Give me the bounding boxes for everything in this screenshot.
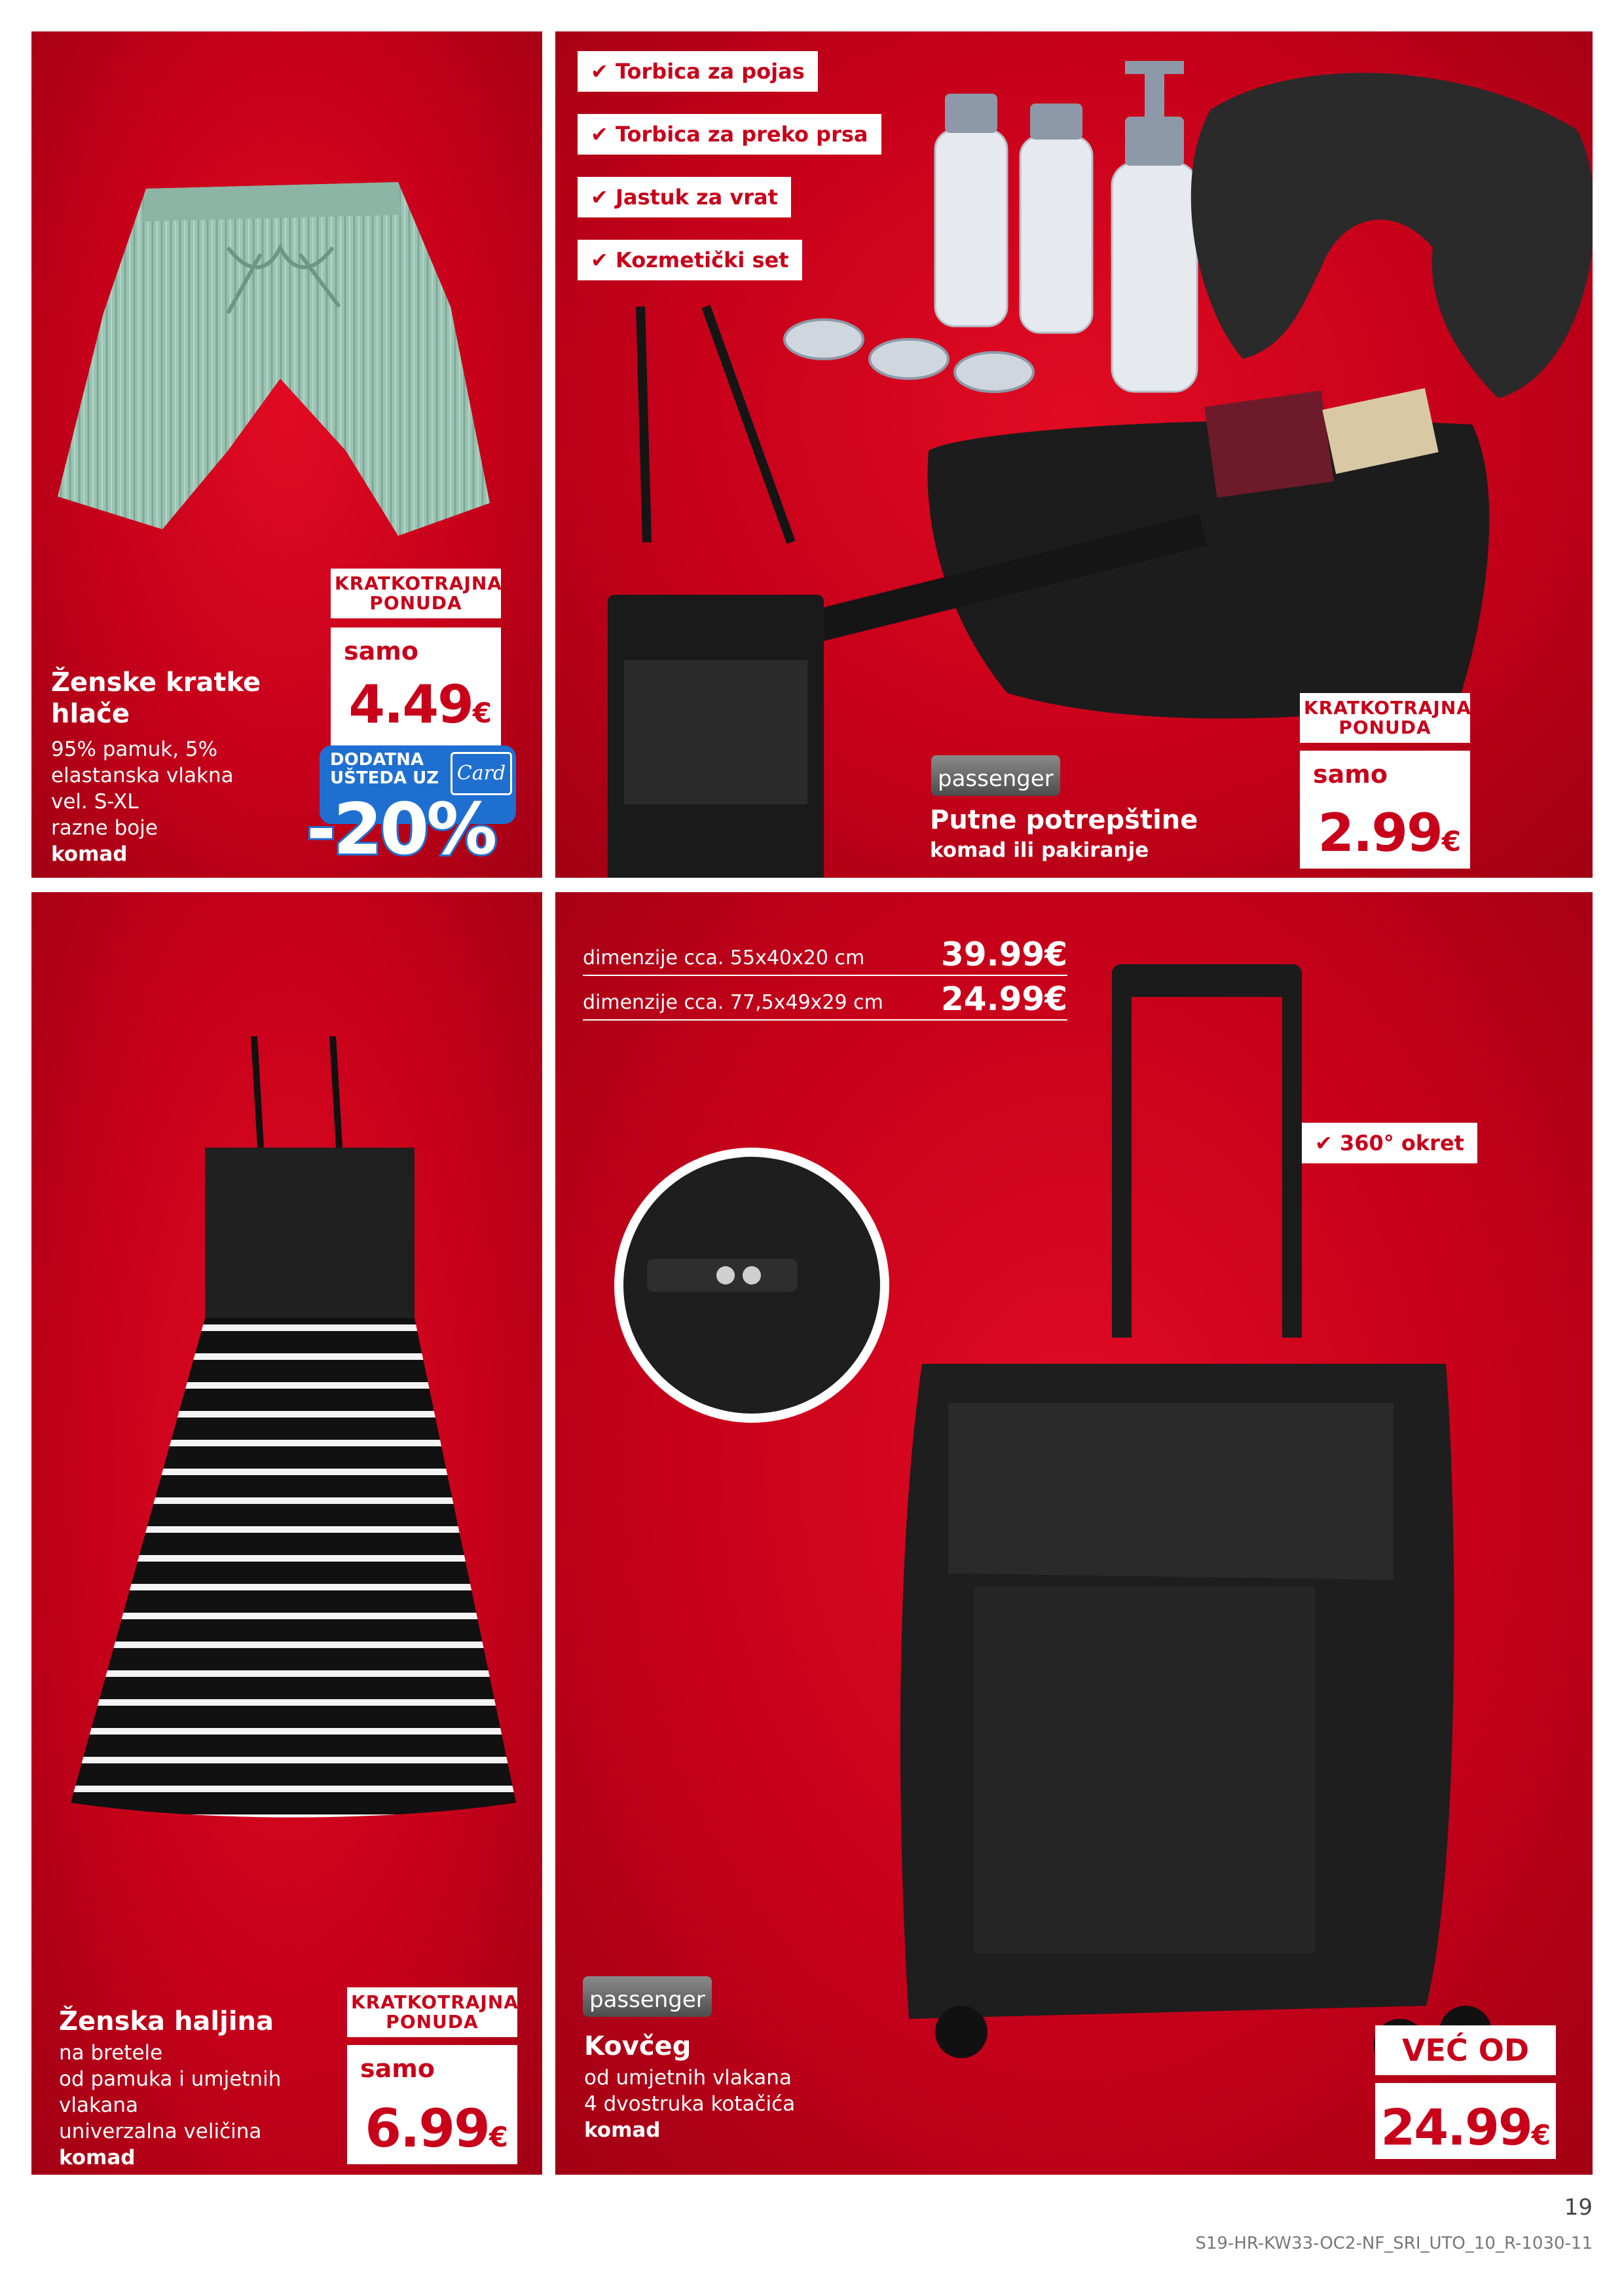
dimension-row: dimenzije cca. 55x40x20 cm 39.99€: [583, 931, 1067, 976]
feature-cosmetic-set: ✔ Kozmetički set: [578, 240, 802, 280]
card-discount-badge: [306, 739, 529, 870]
price-value: 2.99€: [1318, 802, 1460, 863]
suitcase-panel: [555, 892, 1593, 2175]
feature-belt-bag: ✔ Torbica za pojas: [578, 51, 818, 92]
product-unit: komad ili pakiranje: [930, 838, 1149, 862]
feature-chest-bag: ✔ Torbica za preko prsa: [578, 114, 881, 155]
product-title: Ženska haljina: [59, 2006, 274, 2037]
product-description: na bretele od pamuka i umjetnih vlakana univerzalna veličina komad: [59, 2041, 282, 2169]
page-number: 19: [1564, 2194, 1593, 2221]
product-description: od umjetnih vlakana 4 dvostruka kotačića komad: [584, 2066, 796, 2142]
price-box: samo 4.49€: [331, 628, 501, 759]
price-box: [1375, 2083, 1556, 2159]
product-title: Putne potrepštine: [930, 805, 1198, 835]
dress-image: [58, 1036, 529, 1855]
price-box: samo 6.99€: [347, 2045, 517, 2164]
travel-panel: [555, 31, 1593, 878]
product-title: Kovčeg: [584, 2031, 692, 2061]
product-description: 95% pamuk, 5% elastanska vlakna vel. S-XL razne boje komad: [51, 738, 234, 866]
card-text: DODATNA UŠTEDA UZ: [330, 750, 439, 788]
dress-panel: [31, 892, 542, 2175]
product-title: Ženske kratke hlače: [51, 667, 261, 729]
catalog-code: S19-HR-KW33-OC2-NF_SRI_UTO_10_R-1030-11: [1195, 2234, 1593, 2253]
offer-badge: KRATKOTRAJNA PONUDA: [1300, 693, 1470, 743]
offer-badge: KRATKOTRAJNA PONUDA: [331, 569, 501, 618]
feature-neck-pillow: ✔ Jastuk za vrat: [578, 177, 791, 217]
feature-rotation: ✔ 360° okret: [1302, 1123, 1477, 1163]
passenger-logo: passenger: [931, 755, 1060, 796]
price-value: 6.99€: [365, 2098, 507, 2159]
shorts-image: [31, 143, 529, 588]
from-label: VEĆ OD: [1375, 2025, 1556, 2075]
offer-badge: KRATKOTRAJNA PONUDA: [347, 1987, 517, 2037]
passenger-logo: passenger: [583, 1976, 712, 2017]
discount-value: -20%: [306, 789, 495, 871]
card-logo: Card: [451, 752, 512, 795]
shorts-panel: [31, 31, 542, 878]
price-value: 4.49€: [348, 674, 490, 735]
price-value: 24.99€: [1380, 2098, 1549, 2156]
price-box: samo 2.99€: [1300, 751, 1470, 869]
dimension-row: dimenzije cca. 77,5x49x29 cm 24.99€: [583, 976, 1067, 1021]
